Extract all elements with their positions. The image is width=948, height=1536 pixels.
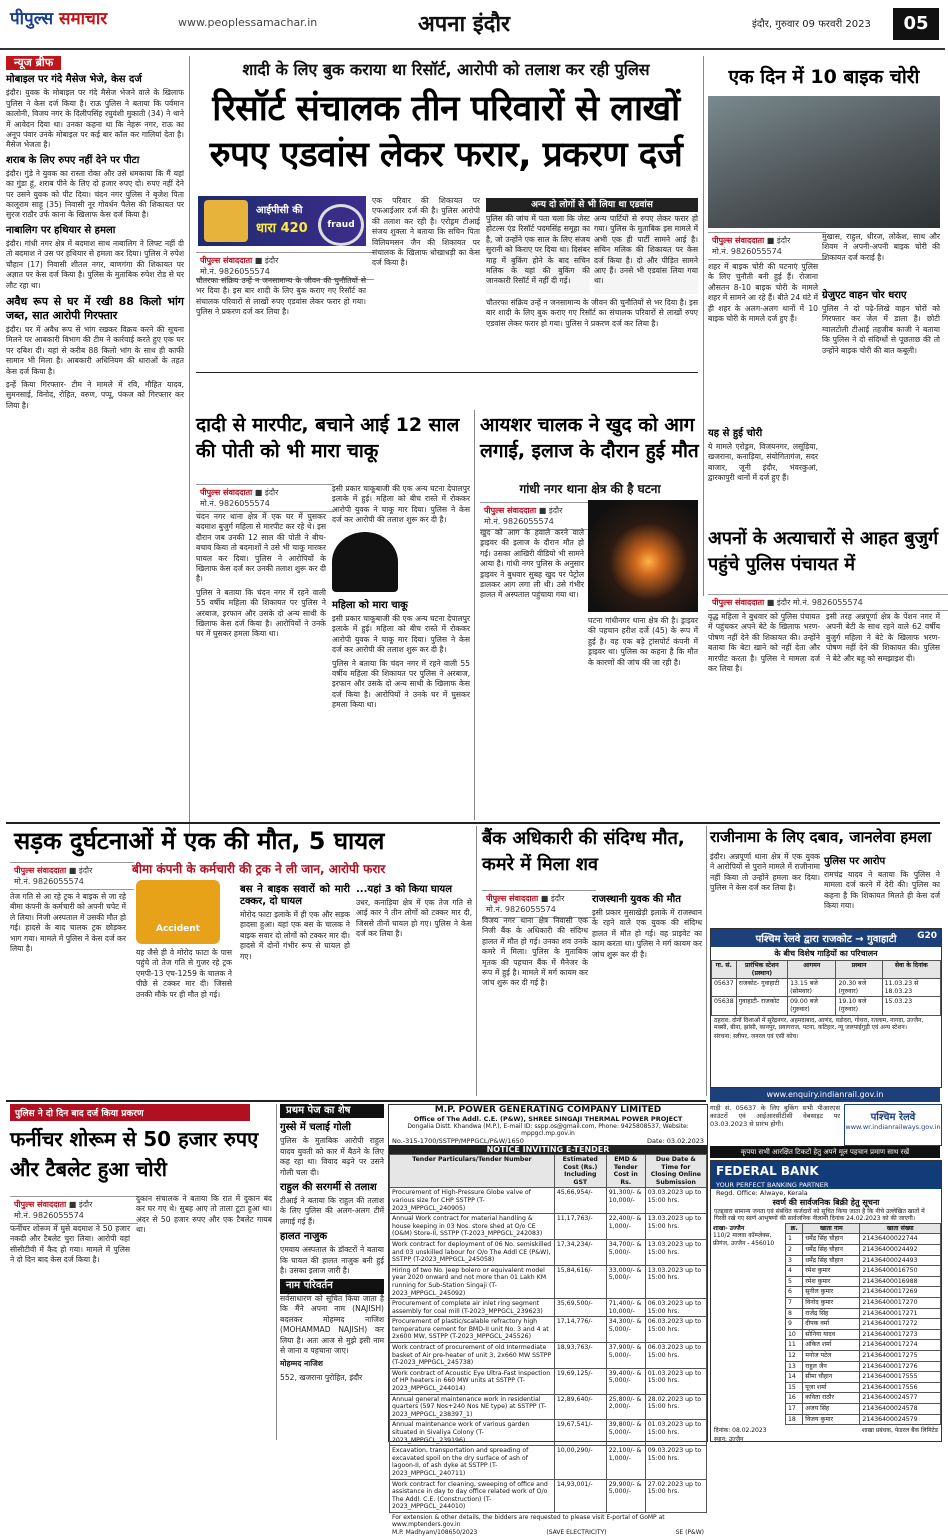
brief-title-1: मोबाइल पर गंदे मैसेज भेजे, केस दर्ज (6, 74, 142, 86)
table-cell: Annual maintenance work of various garden situated in Sivaliya Colony (T-2023_MPPGCL_239196) (390, 1420, 555, 1446)
table-cell: राजेंद्र सिंह (803, 1308, 860, 1319)
table-cell: 29,900/- & 5,000/- (606, 1479, 645, 1512)
column-divider (703, 56, 704, 596)
news-brief-label: न्यूज ब्रीफ (6, 56, 61, 70)
table-row (390, 1420, 707, 1446)
fire-body: खुद को आग के हवाले करने वाले ड्राइवर की इलाज के दौरान मौत हो गई। उसका आखिरी वीडियो भी सामने आया है। गांधी नगर पुलिस के अनुसार ड्राइवर ने बुधवार सुबह खुद पर पेट्रोल डालकर आग लगा ली थी। उसे गंभीर हालत में अस्पताल पहुंचाया गया था। (480, 528, 584, 600)
table-row (786, 1372, 941, 1383)
table-cell: सुनील कुमार (803, 1287, 860, 1298)
grandma-sub-body: इसी प्रकार चाकूबाजी की एक अन्य घटना देपालपुर इलाके में हुई। महिला को बीच रास्ते में रोककर आरोपी युवक ने चाकू मार दिया। पुलिस ने केस दर्ज कर आरोपी की तलाश शुरू कर दी है। (332, 614, 470, 655)
table-cell: 4 (786, 1266, 803, 1277)
table-cell: 21436400017556 (860, 1382, 941, 1393)
table-cell: 35,69,500/- (554, 1299, 606, 1317)
table-row (390, 1299, 707, 1317)
table-row (786, 1350, 941, 1361)
table-row (390, 1239, 707, 1265)
table-row (786, 1393, 941, 1404)
table-cell: मनोज पटेल (803, 1350, 860, 1361)
elder-headline: अपनों के अत्याचारों से आहत बुजुर्ग पहुंचे पुलिस पंचायत में (708, 528, 939, 575)
route-from: राजकोट (822, 934, 852, 945)
table-row (390, 1188, 707, 1214)
table-cell: 13 (786, 1361, 803, 1372)
railway-ad (710, 928, 942, 1088)
name-change-sign: मोहम्मद नाजिश (280, 1359, 323, 1369)
temple-icon (204, 200, 248, 242)
table-cell: 15,84,616/- (554, 1265, 606, 1298)
table-cell: धर्मेंद्र सिंह चौहान (803, 1234, 860, 1245)
bike-headline: एक दिन में 10 बाइक चोरी (728, 66, 920, 88)
table-cell: 21436400017275 (860, 1350, 941, 1361)
accident-body-2: यह जैसे ही वे मोरोद फाटा के पास पहुंचे तो तेज गति से गुजर रहे ट्रक एमपी-13 एच-1259 के चालक ने पीछे से टक्कर मार दी। जिससे उनकी मौके पर ही मौत हो गई। (136, 948, 232, 999)
name-change-title: नाम परिवर्तन (280, 1279, 384, 1293)
furniture-byline: पीपुल्स संवाददाता ■ इंदौर मो.नं. 9826055574 (10, 1196, 138, 1224)
grandma-sub-body-2: पुलिस ने बताया कि चंदन नगर में रहने वाली 55 वर्षीय महिला की शिकायत पर पुलिस ने अरबाज, इरफान और उसके दो अन्य साथी के खिलाफ केस दर्ज किया है। आरोपियों ने उनके घर में घुसकर हमला किया था। (332, 658, 470, 710)
table-cell: 13.03.2023 up to 15:00 hrs. (645, 1239, 706, 1265)
bank-account-table (785, 1223, 941, 1425)
bank-sub-body: इसी प्रकार मुसाखेड़ी इलाके में राजस्थान के रहने वाले एक युवक की संदिग्ध हालत में मौत हो गई। वह प्राइवेट का काम करता था। पुलिस ने मर्ग कायम कर जांच शुरू कर दी है। (592, 908, 702, 959)
resort-kicker: शादी के लिए बुक कराया था रिसॉर्ट, आरोपी को तलाश कर रही पुलिस (242, 60, 650, 79)
furniture-body-2: दुकान संचालक ने बताया कि रात में दुकान बंद कर घर गए थे। सुबह आए तो ताला टूटा हुआ था। अंदर से 50 हजार रुपए और एक टैबलेट गायब था। (136, 1194, 272, 1235)
short-body-1: पुलिस के मुताबिक आरोपी राहुल यादव युवती को कार में बैठने के लिए कह रहा था। विवाद बढ़ने पर उसने गोली चला दी। (280, 1136, 384, 1177)
furniture-kicker: पुलिस ने दो दिन बाद दर्ज किया प्रकरण (10, 1104, 250, 1121)
short-title-3: हालत नाजुक (280, 1231, 328, 1243)
section-title: अपना इंदौर (418, 12, 511, 37)
table-row (786, 1245, 941, 1256)
table-cell: 19,67,541/- (554, 1420, 606, 1446)
resort-body-2: एक परिवार की शिकायत पर एफआईआर दर्ज की है। पुलिस आरोपी की तलाश कर रही है। एरोड्रम टीआई संजय शुक्ला ने बताया कि सचिन पिता विलियमसन जैन की शिकायत पर संचालक के खिलाफ धोखाधड़ी का केस दर्ज किया है। (372, 196, 480, 268)
resort-body-4: अन्य पार्टियों से रुपए लेकर फरार हो गया। पुलिस के मुताबिक इस मामले में अभी एक ही पार्टी सामने आई है। सचिन मलिक की शिकायत पर केस दर्ज किया है। दो और पीड़ित सामने आए हैं। उनसे भी एडवांस लिया गया था। (594, 214, 698, 294)
tender-company: M.P. POWER GENERATING COMPANY LIMITED (434, 1105, 662, 1115)
table-cell: रमेश कुमार (803, 1276, 860, 1287)
table-cell: 16 (786, 1393, 803, 1404)
table-cell: 03.03.2023 up to 15:00 hrs. (645, 1188, 706, 1214)
accident-headline: सड़क दुर्घटनाओं में एक की मौत, 5 घायल (14, 827, 385, 855)
accident-sub1-block (240, 880, 350, 1096)
bank-sub-title: राजस्थानी युवक की मौत (592, 894, 681, 905)
brief-title-2: शराब के लिए रुपए नहीं देने पर पीटा (6, 154, 140, 166)
table-cell: 06.03.2023 up to 15:00 hrs. (645, 1317, 706, 1343)
bank-branch: शाखा- उज्जैन (713, 1224, 745, 1232)
column-divider (189, 56, 190, 836)
table-cell: 17,34,234/- (554, 1239, 606, 1265)
elder-body-2: इसी तरह अन्नपूर्णा क्षेत्र के पेंशन नगर में अपनी बेटी के साथ रहने वाले 62 वर्षीय बुजुर्ग महिला ने बेटे के खिलाफ भरण-पोषण नहीं देने की शिकायत की। पुलिस ने बेटे और बहू को समझाइश दी। (826, 612, 940, 663)
accident-byline: पीपुल्स संवाददाता ■ इंदौर मो.नं. 9826055574 (10, 862, 134, 890)
table-cell: दीपक वर्मा (803, 1319, 860, 1330)
table-row (786, 1276, 941, 1287)
table-cell: Procurement of complete air inlet ring segment assembly for coal mill (T-2023_MPPGCL_239623) (390, 1299, 555, 1317)
bank-tagline: YOUR PERFECT BANKING PARTNER (711, 1181, 941, 1189)
bank-body: विजय नगर थाना क्षेत्र निवासी एक निजी बैंक के अधिकारी की संदिग्ध हालत में मौत हो गई। उनका शव उनके कमरे में मिला। पुलिस के मुताबिक मृतक की पहचान बैंक में मैनेजर के रूप में हुई है। मामले में मर्ग कायम कर जांच शुरू कर दी गई है। (482, 916, 588, 988)
bank-notice-body: एतद्द्वारा सामान्य जनता एवं संबंधित कर्जदारों को सूचित किया जाता है कि नीचे उल्लेखित खातों में गिरवी रखे गए स्वर्ण आभूषणों की सार्वजनिक नीलामी दिनांक 24.02.2023 को की जाएगी। (714, 1208, 925, 1223)
table-cell: Work contract for cleaning, sweeping of office and assistance in day to day office related work of O/o The Addl. C.E. (Construction) (T-2023_MPPGCL_244010) (390, 1479, 555, 1512)
federal-bank-notice (710, 1160, 942, 1442)
elder-byline: पीपुल्स संवाददाता ■ इंदौर मो.नं. 9826055574 (708, 594, 948, 611)
col-header: आगमन (788, 961, 836, 979)
col-header: प्रारंभिक स्टेशन (प्रस्थान) (736, 961, 787, 979)
g20-badge: G20 (917, 931, 937, 941)
bank-headline: बैंक अधिकारी की संदिग्ध मौत, कमरे में मिला शव (482, 828, 685, 875)
table-cell: Annual general maintenance work in residential quarters (597 Nos+240 Nos NE type) at SSTPP (T-2023_MPPGCL_238397_1) (390, 1394, 555, 1420)
train-icon: पश्चिम रेलवे (870, 1112, 916, 1123)
grandma-body-2: पुलिस ने बताया कि चंदन नगर में रहने वाली 55 वर्षीय महिला की शिकायत पर पुलिस ने अरबाज, इरफान और उसके दो अन्य साथी के खिलाफ केस दर्ज किया है। आरोपियों ने उनके घर में घुसकर हमला किया था। (196, 587, 326, 639)
table-cell: 39,800/- & 5,000/- (606, 1420, 645, 1446)
table-cell: 8 (786, 1308, 803, 1319)
table-cell: 21436400017270 (860, 1297, 941, 1308)
table-cell: 21436400016988 (860, 1276, 941, 1287)
accident-sub2-body: उधर, कनाड़िया क्षेत्र में एक तेज गति से आई कार ने तीन लोगों को टक्कर मार दी, जिससे तीनों घायल हो गए। पुलिस ने केस दर्ज कर लिया है। (356, 898, 472, 939)
table-row (786, 1308, 941, 1319)
table-row (390, 1317, 707, 1343)
railway-composition: संरचना: स्लीपर, जनरल एवं एसी कोच। (714, 1032, 799, 1040)
furniture-headline: फर्नीचर शोरूम से 50 हजार रुपए और टैबलेट हुआ चोरी (10, 1127, 259, 1181)
knife-icon (332, 532, 398, 592)
table-cell: 17,14,776/- (554, 1317, 606, 1343)
resort-body-5: चौतरफा संक्रिय उन्हें न जनसामान्य के जीवन की चुनौतियों से भर दिया है। इस बार शादी के लिए बुक कराए गए रिसॉर्ट का संचालक परिवारों से लाखों रुपए एडवांस लेकर फरार हो गया। पुलिस ने प्रकरण दर्ज कर लिया है। (486, 298, 698, 328)
fire-kicker: गांधी नगर थाना क्षेत्र की है घटना (519, 482, 661, 496)
table-cell: रमेश कुमार (803, 1266, 860, 1277)
resort-body-1: चौतरफा संक्रिय उन्हें न जनसामान्य के जीवन की चुनौतियों से भर दिया है। इस बार शादी के लिए बुक कराए गए रिसॉर्ट का संचालक परिवारों से लाखों रुपए एडवांस लेकर फरार हो गया। पुलिस ने प्रकरण दर्ज कर लिया है। (196, 276, 366, 317)
table-cell: 39,400/- & 5,000/- (606, 1368, 645, 1394)
table-row (786, 1319, 941, 1330)
bank-name: FEDERAL BANK (711, 1161, 941, 1181)
table-cell: 21436400024579 (860, 1414, 941, 1425)
accident-sub2-block (356, 880, 472, 1096)
accident-body: तेज गति से आ रहे ट्रक ने बाइक से जा रहे बीमा कंपनी के कर्मचारी को अपनी चपेट में ले लिया। निजी अस्पताल में उसकी मौत हो गई। हादसे के बाद चालक ट्रक छोड़कर भाग गया। मामले में पुलिस ने केस दर्ज कर लिया है। (10, 892, 126, 954)
bank-sub-block (592, 890, 702, 1096)
brief-body-3: इंदौर। गांधी नगर क्षेत्र में बदमाश साथ नाबालिग ने लिफ्ट नहीं दी तो बदमाश ने उस पर हथियार से हमला कर दिया। पुलिस ने रुपेश चौहान (17) निवासी शीतल नगर, बाणगंगा की शिकायत पर अज्ञात पर केस दर्ज किया है। पुलिस के मुताबिक रुपेश रोड से घर लौट रहा था। (6, 238, 184, 290)
table-cell: 28.02.2023 up to 15:00 hrs. (645, 1394, 706, 1420)
ipc-label: आईपीसी की (256, 205, 303, 216)
accident-sub1-body: मोरोद फाटा इलाके में ही एक और सड़क हादसा हुआ। यहां एक बस के चालक ने बाइक सवार दो लोगों को टक्कर मार दी। हादसे में दोनों गंभीर रूप से घायल हो गए। (240, 910, 350, 961)
table-cell: 15 (786, 1382, 803, 1393)
col-header: खाता नाम (803, 1223, 860, 1234)
table-cell: 6 (786, 1287, 803, 1298)
resort-headline: रिसॉर्ट संचालक तीन परिवारों से लाखों रुपए एडवांस लेकर फरार, प्रकरण दर्ज (209, 89, 683, 175)
table-cell: 21436400016750 (860, 1266, 941, 1277)
table-cell: 33,000/- & 5,000/- (606, 1265, 645, 1298)
bike-sub1-body: पुलिस ने दो पढ़े-लिखे वाहन चोरों को गिरफ्तार कर जेल में डाला है। छोटी ग्वालटोली टीआई तहजीब काजी ने बताया कि पुलिस ने दो संदिग्धों से पूछताछ की तो उन्होंने बाइक चोरी की बात कबूली। (822, 304, 940, 355)
table-cell: 18,93,763/- (554, 1343, 606, 1369)
tender-footer: For extension & other details, the bidders are requested to please visit E-portal of GoMP at www.mptenders.gov.in (392, 1513, 665, 1528)
col-header: प्रस्थान (836, 961, 882, 979)
railway-note: ठहराव: दोनों दिशाओं में सुरेंद्रनगर, अहमदाबाद, आणंद, वडोदरा, गोधरा, रतलाम, नागदा, उज्जैन, मक्सी, बीना, झांसी, कानपुर, प्रयागराज, पटना, कटिहार, न्यू जलपाईगुड़ी एवं अन्य स्टेशन। (714, 1016, 924, 1032)
bike-sub2-body: ये मामले एरोड्रम, विजयनगर, लसूड़िया, खजराना, कनाड़िया, संयोगितागंज, सदर बाजार, जूनी इंदौर, भंवरकुआं, द्वारकापुरी थानों में दर्ज हुए हैं। (708, 442, 818, 483)
table-row (390, 1394, 707, 1420)
brief-title-4: अवैध रूप से घर में रखी 88 किलो भांग जब्त, सात आरोपी गिरफ्तार (6, 294, 184, 322)
website-url[interactable]: www.peoplessamachar.in (178, 16, 318, 29)
brief-body-4: इंदौर। घर में अवैध रूप से भांग रखकर विक्रय करने की सूचना मिलने पर आबकारी विभाग की टीम ने कार्रवाई करते हुए एक घर पर दबिश दी। यहां से करीब 88 किलो भांग के साथ ही काफी सामान भी मिला है। आबकारी अधिनियम की धाराओं के तहत केस दर्ज किया है। (6, 324, 184, 376)
table-cell: 1 (786, 1234, 803, 1245)
grandma-body (196, 512, 326, 812)
bank-address: 110/2 मालवा कॉम्प्लेक्स, फ्रीगंज, उज्जैन - 456010 (713, 1232, 775, 1247)
table-cell: 21436400022744 (860, 1234, 941, 1245)
table-cell: 21436400017269 (860, 1287, 941, 1298)
bike-byline: पीपुल्स संवाददाता ■ इंदौर मो.नं. 9826055574 (708, 232, 826, 260)
bike-sub2-title: यह से हुई चोरी (708, 428, 763, 439)
table-row (786, 1361, 941, 1372)
table-cell: विनोद कुमार (803, 1297, 860, 1308)
table-cell: 14,93,001/- (554, 1479, 606, 1512)
table-cell: पूजा शर्मा (803, 1382, 860, 1393)
table-row (390, 1368, 707, 1394)
table-cell: 21436400024492 (860, 1245, 941, 1256)
fire-byline: पीपुल्स संवाददाता ■ इंदौर मो.नं. 9826055574 (480, 502, 592, 530)
table-cell: 06.03.2023 up to 15:00 hrs. (645, 1343, 706, 1369)
table-cell: 21436400017271 (860, 1308, 941, 1319)
table-cell: 5 (786, 1276, 803, 1287)
table-cell: 12 (786, 1350, 803, 1361)
tender-address: Dongalia Distt. Khandwa (M.P.), E-mail ID: sspp.os@gmail.com, Phone: 9425808537, Website: mppgcl.mp.gov.in (407, 1123, 689, 1137)
grandma-headline: दादी से मारपीट, बचाने आई 12 साल की पोती को भी मारा चाकू (196, 414, 460, 462)
bike-side: मुखास, राहुल, धीरज, लोकेश, साथ और शिवम ने अपनी-अपनी बाइक चोरी की शिकायत दर्ज कराई है। (822, 232, 940, 262)
short-tag: प्रथम पेज का शेष (280, 1104, 384, 1118)
short-title-2: राहुल की सरगर्मी से तलाश (280, 1182, 377, 1194)
table-cell: 9 (786, 1319, 803, 1330)
table-cell: 14 (786, 1372, 803, 1383)
ipc-section: धारा 420 (256, 221, 308, 236)
settlement-sub-block (824, 852, 940, 924)
short-title-1: गुस्से में चलाई गोली (280, 1122, 352, 1134)
bank-notice-title: स्वर्ण की सार्वजनिक बिक्री हेतु सूचना (772, 1198, 880, 1207)
table-row (786, 1403, 941, 1414)
table-cell: 91,300/- & 10,000/- (606, 1188, 645, 1214)
fraud-illustration (198, 196, 366, 246)
bike-sub2-block (708, 424, 818, 520)
brief-body-2: इंदौर। गुंडे ने युवक का रास्ता रोका और उसे धमकाया कि मैं यहां का गुंडा हूं, शराब पीने के लिए दो हजार रुपए दो। रुपए नहीं देने पर उसने युवक को पीट दिया। चंदन नगर पुलिस ने बृजेश पिता कालूराम साहू (35) निवासी नूर गोवर्धन पैलेस की शिकायत पर सुरज राठौर उर्फ काना के खिलाफ केस दर्ज किया है। (6, 168, 184, 220)
table-cell: 21436400017274 (860, 1340, 941, 1351)
bank-regd: Regd. Office: Alwaye, Kerala (716, 1189, 808, 1197)
column-divider (276, 1104, 277, 1440)
magnifier-icon: fraud (318, 204, 364, 246)
col-header: Due Date & Time for Closing Online Submission (645, 1155, 706, 1188)
issue-date: इंदौर, गुरुवार 09 फरवरी 2023 (752, 19, 871, 30)
table-cell: Hiring of two No. Jeep bolero or equivalent model year 2020 onward and not more than 01 Lakh KM running for Sub-Station Singaji (T-2023_MPPGCL_245092) (390, 1265, 555, 1298)
tender-ref-line: No.-315-1700/SSTPP/MPPGCL/P&W/1650 Date: 03.02.2023 (392, 1137, 704, 1145)
column-divider (706, 826, 707, 1096)
route-to: गुवाहाटी (867, 934, 897, 945)
table-cell: 21436400017276 (860, 1361, 941, 1372)
table-cell: 21436400017273 (860, 1329, 941, 1340)
railway-web-link[interactable]: www.enquiry.indianrail.gov.in (710, 1088, 940, 1102)
railway-site-link[interactable]: www.wr.indianrailways.gov.in (845, 1123, 941, 1131)
table-cell: 21436400024493 (860, 1255, 941, 1266)
table-row (786, 1414, 941, 1425)
accident-kicker: बीमा कंपनी के कर्मचारी की ट्रक ने ली जान, आरोपी फरार (132, 862, 386, 876)
table-row (390, 1446, 707, 1479)
brief-extra: इन्हें किया गिरफ्तार- टीम ने मामले में रवि, मौहित यादव, सुमनसाई, विनोद, रोहित, वरुण, पप्पू, पंकज को गिरफ्तार कर लिया है। (6, 379, 184, 410)
tender-bottom-line: M.P. Madhyam/108650/2023 (SAVE ELECTRICITY) SE (P&W) (392, 1528, 704, 1536)
bike-body: शहर में बाइक चोरी की घटनाएं पुलिस के लिए चुनौती बनी हुई हैं। रोजाना औसतन 8-10 बाइक चोरी के मामले शहर में सामने आ रहे हैं। बीते 24 घंटे में ही शहर के अलग-अलग थानों में 10 बाइक चोरी के मामले दर्ज हुए हैं। (708, 262, 818, 324)
table-cell: 3 (786, 1255, 803, 1266)
furniture-body: फर्नीचर शोरूम में घुसे बदमाश ने 50 हजार नकदी और टैबलेट चुरा लिया। आरोपी वहां सीसीटीवी में कैद हो गया। मामले में पुलिस ने दो दिन बाद केस दर्ज किया है। (10, 1224, 130, 1265)
table-cell: 21436400017272 (860, 1319, 941, 1330)
table-cell: 11 (786, 1340, 803, 1351)
table-cell: विजय कुमार (803, 1414, 860, 1425)
table-cell: 22,400/- & 1,000/- (606, 1214, 645, 1240)
table-cell: Work contract of Acoustic Eye Ultra-Fast Inspection of HP heaters in 660 MW units at SSTPP (T-2023_MPPGCL_244014) (390, 1368, 555, 1394)
grandma-sub-title: महिला को मारा चाकू (332, 600, 408, 611)
table-cell: धर्मेंद्र सिंह चौहान (803, 1245, 860, 1256)
table-cell: 37,900/- & 5,000/- (606, 1343, 645, 1369)
table-cell: 7 (786, 1297, 803, 1308)
accident-icon-label: Accident (156, 924, 200, 934)
table-cell: 10,00,290/- (554, 1446, 606, 1479)
bike-sub1-title: ग्रेजुएट वाहन चोर धराए (822, 290, 907, 301)
settlement-sub-body: रामचंद्र यादव ने बताया कि पुलिस ने मामला दर्ज करने में देरी की। पुलिस का कहना है कि शिकायत मिलते ही केस दर्ज किया गया। (824, 870, 940, 911)
table-cell: 17 (786, 1403, 803, 1414)
bank-place: स्थान: उज्जैन (714, 1436, 744, 1444)
railway-logo-box (844, 1104, 942, 1146)
railway-title: पश्चिम रेलवे द्वारा राजकोट → गुवाहाटी (711, 929, 941, 947)
col-header: EMD & Tender Cost in Rs. (606, 1155, 645, 1188)
railway-slogan: कृपया सभी आरक्षित टिकटों हेतु अपने मूल पहचान प्रमाण साथ रखें (710, 1146, 940, 1158)
table-cell: 01.03.2023 up to 15:00 hrs. (645, 1420, 706, 1446)
table-cell: 21436400024578 (860, 1403, 941, 1414)
settlement-sub-title: पुलिस पर आरोप (824, 856, 886, 867)
brief-title-3: नाबालिग पर हथियार से हमला (6, 224, 116, 236)
settlement-body: इंदौर। अन्नपूर्णा थाना क्षेत्र में एक युवक ने आरोपियों से पुराने मामले में राजीनामा नहीं किया तो उन्होंने हमला कर दिया। पुलिस ने केस दर्ज कर लिया है। (710, 852, 820, 893)
masthead (0, 0, 945, 50)
table-row (786, 1266, 941, 1277)
table-cell: धर्मेंद्र सिंह चौहान (803, 1255, 860, 1266)
warning-icon (136, 880, 220, 944)
bank-byline: पीपुल्स संवाददाता ■ इंदौर मो.नं. 9826055574 (482, 890, 596, 918)
bike-photo (708, 96, 940, 228)
table-cell: 09.03.2023 up to 15:00 hrs. (645, 1446, 706, 1479)
grandma-sub-block (332, 596, 470, 812)
section-rule (196, 372, 698, 373)
col-header: Tender Particulars/Tender Number (390, 1155, 555, 1188)
table-cell: राहुल जैन (803, 1361, 860, 1372)
table-cell: कविता राठौर (803, 1393, 860, 1404)
accident-sub2-title: ...यहां 3 को किया घायल (356, 884, 452, 895)
table-row (390, 1343, 707, 1369)
table-cell: 19,69,125/- (554, 1368, 606, 1394)
table-row (786, 1340, 941, 1351)
table-cell: 13.03.2023 up to 15:00 hrs. (645, 1214, 706, 1240)
fire-body-2: घटना गांधीनगर थाना क्षेत्र की है। ड्राइवर की पहचान हरीश दर्जे (45) के रूप में हुई है। वह एक बड़े ट्रांसपोर्ट कंपनी में ड्राइवर था। पुलिस का कहना है कि मौत के कारणों की जांच की जा रही है। (588, 616, 698, 667)
table-cell: 22,100/- & 1,000/- (606, 1446, 645, 1479)
accident-sub1-title: बस ने बाइक सवारों को मारी टक्कर, दो घायल (240, 884, 350, 907)
table-row: 05637 राजकोट- गुवाहाटी 13.15 बजे (सोमवार) 20.30 बजे (गुरुवार) 11.03.23 से 18.03.23 (712, 979, 941, 997)
resort-byline: पीपुल्स संवाददाता ■ इंदौर मो.नं. 9826055574 (196, 252, 374, 280)
table-cell: 18 (786, 1414, 803, 1425)
name-change-body: सर्वसाधारण को सूचित किया जाता है कि मैंने अपना नाम (NAJISH) बदलकर मोहम्मद नाजिश (MOHAMMAD NAJISH) कर लिया है। अतः आज से मुझे इसी नाम से जाना व पहचाना जाए। (280, 1293, 384, 1355)
short-body-3: एमवाय अस्पताल के डॉक्टरों ने बताया कि घायल की हालत नाजुक बनी हुई है। उसका इलाज जारी है। (280, 1245, 384, 1276)
short-news-column (280, 1104, 384, 1440)
grandma-byline: पीपुल्स संवाददाता ■ इंदौर मो.नं. 9826055574 (196, 484, 334, 512)
table-cell: 21436400024577 (860, 1393, 941, 1404)
table-cell: Excavation, transportation and spreading of excavated spoil on the dry surface of ash of lagoon-II, of ash dyke at SSTPP (T-2023_MPPGCL_240711) (390, 1446, 555, 1479)
column-divider (474, 410, 475, 820)
short-body-2: टीआई ने बताया कि राहुल की तलाश के लिए पुलिस की अलग-अलग टीमें लगाई गई हैं। (280, 1196, 384, 1226)
name-change-addr: 552, खजराना पुरोहित, इंदौर (280, 1372, 363, 1382)
table-row (390, 1214, 707, 1240)
table-cell: सोनिया यादव (803, 1329, 860, 1340)
table-cell: 01.03.2023 up to 15:00 hrs. (645, 1368, 706, 1394)
tender-table (389, 1154, 707, 1513)
table-cell: 25,800/- & 2,000/- (606, 1394, 645, 1420)
bank-branch-block (711, 1223, 785, 1425)
table-row (786, 1234, 941, 1245)
section-rule (6, 822, 940, 824)
table-row (390, 1479, 707, 1512)
table-cell: सीमा चौहान (803, 1372, 860, 1383)
table-cell: 71,400/- & 10,000/- (606, 1299, 645, 1317)
table-cell: Procurement of High-Pressure Globe valve of various size for CHP SSTPP (T-2023_MPPGCL_240905) (390, 1188, 555, 1214)
col-header: क्र. (786, 1223, 803, 1234)
table-cell: 13.03.2023 up to 15:00 hrs. (645, 1265, 706, 1298)
table-row (786, 1382, 941, 1393)
fire-headline: आयशर चालक ने खुद को आग लगाई, इलाज के दौरान हुई मौत (480, 414, 699, 462)
elder-body: वृद्ध महिला ने बुधवार को पुलिस पंचायत में पहुंचकर अपने बेटे के खिलाफ भरण-पोषण नहीं देने की शिकायत की। उन्होंने बताया कि बेटा खाने को नहीं देता और मारपीट करता है। पुलिस ने मामला दर्ज कर लिया है। (708, 612, 820, 674)
table-row: 05638 गुवाहाटी- राजकोट 09.00 बजे (गुरुवार) 19.10 बजे (गुरुवार) 15.03.23 (712, 997, 941, 1015)
section-rule (6, 1100, 706, 1102)
table-cell: 11,17,763/- (554, 1214, 606, 1240)
table-cell: Procurement of plastic/scalable refractory high temperature cement for BMD-II unit No. 3 and 4 at 2x600 MW, SSTPP (T-2023_MPPGCL_245526) (390, 1317, 555, 1343)
settlement-headline: राजीनामा के लिए दबाव, जानलेवा हमला (710, 828, 932, 846)
col-header: खाता संख्या (860, 1223, 941, 1234)
column-divider (476, 826, 477, 1096)
table-row (390, 1265, 707, 1298)
grandma-body-1: चंदन नगर थाना क्षेत्र में एक घर में घुसकर बदमाश बुजुर्ग महिला से मारपीट कर रहे थे। इस दौरान जब उनकी 12 साल की पोती ने बीच-बचाव किया तो बदमाशों ने उसे भी चाकू मारकर घायल कर दिया। पुलिस ने आरोपियों के खिलाफ केस दर्ज कर उनकी तलाश शुरू कर दी है। (196, 512, 326, 584)
table-cell: Annual Work contract for material handling & house keeping in 03 Nos. store shed at O/o CE (O&M) Store-II, SSTPP (T-2023_MPPGCL_242083) (390, 1214, 555, 1240)
tender-office: Office of The Addl. C.E. (P&W), SHREE SINGAJI THERMAL POWER PROJECT (413, 1115, 683, 1123)
brief-body-1: इंदौर। युवक के मोबाइल पर गंदे मैसेज भेजने वाले के खिलाफ पुलिस ने केस दर्ज किया है। राऊ पुलिस ने बताया कि पर्वमान कालोनी, विजय नगर के दिलीपसिंह रघुवंशी मुकाती (34) ने थाने में आवेदन दिया था। उनका कहना था कि नेहरू नगर, राऊ का अनूप पंवार उनके मोबाइल पर कई बार कॉल कर गालियां देता है। मैसेज भेजता है। (6, 88, 184, 150)
table-cell: 10 (786, 1329, 803, 1340)
table-cell: अंकित शर्मा (803, 1340, 860, 1351)
tender-title: NOTICE INVITING E-TENDER (389, 1145, 707, 1154)
table-row (786, 1297, 941, 1308)
fire-photo (588, 500, 698, 612)
table-cell: 34,300/- & 5,000/- (606, 1317, 645, 1343)
bike-sub1-block (822, 286, 940, 518)
newspaper-logo: पीपुल्स समाचार (10, 9, 108, 29)
table-cell: 27.02.2023 up to 15:00 hrs. (645, 1479, 706, 1512)
table-cell: 34,700/- & 5,000/- (606, 1239, 645, 1265)
railway-table (711, 960, 941, 1016)
bank-footer: दिनांक: 08.02.2023 शाखा प्रबंधक, फेडरल बैंक लिमिटेड (714, 1427, 938, 1435)
news-brief-column (6, 56, 184, 836)
grandma-body-3: इसी प्रकार चाकूबाजी की एक अन्य घटना देपालपुर इलाके में हुई। महिला को बीच रास्ते में रोककर आरोपी युवक ने चाकू मार दिया। पुलिस ने केस दर्ज कर आरोपी की तलाश शुरू कर दी है। (332, 484, 470, 525)
table-cell: 2 (786, 1245, 803, 1256)
col-header: गा. सं. (712, 961, 737, 979)
table-cell: Work contract of procurement of old Intermediate basket of Air pre-heater of unit 3, 2x660 MW SSTPP (T-2023_MPPGCL_245738) (390, 1343, 555, 1369)
table-cell: Work contract for deployment of 06 No. semiskilled and 03 unskilled labour for O/o The Addl CE (P&W), SSTPP (T-2023_MPPGCL_245058) (390, 1239, 555, 1265)
table-cell: 21436400017555 (860, 1372, 941, 1383)
table-row (786, 1255, 941, 1266)
table-row (786, 1329, 941, 1340)
table-cell: 45,66,954/- (554, 1188, 606, 1214)
railway-subtitle: के बीच विशेष गाड़ियों का परिचालन (774, 949, 878, 958)
railway-booking: गाड़ी सं. 05637 के लिए बुकिंग सभी पीआरएस काउंटरों एवं आईआरसीटीसी वेबसाइट पर 03.03.2023 से प्रारंभ होगी। (710, 1104, 840, 1128)
table-cell: अजय सिंह (803, 1403, 860, 1414)
page-number: 05 (893, 8, 939, 40)
table-cell: 06.03.2023 up to 15:00 hrs. (645, 1299, 706, 1317)
resort-side-title: अन्य दो लोगों से भी लिया था एडवांस (486, 198, 698, 212)
col-header: Estimated Cost (Rs.) Including GST (554, 1155, 606, 1188)
col-header: सेवा के दिनांक (882, 961, 940, 979)
tender-notice (388, 1104, 708, 1536)
resort-body-3: पुलिस की जांच में पता चला कि जेस्ट होटल्स एंड रिसॉर्ट पदमसिंह समूहा का है, जो उन्होंने एक साल के लिए संजय सुरानी को किराए पर दिया था। दिसंबर माह में बुकिंग होने के बाद सचिन मलिक के यहां की बुकिंग की जानकारी रिसॉर्ट में नहीं दी गई। (486, 214, 590, 294)
table-cell: 12,89,640/- (554, 1394, 606, 1420)
table-row (786, 1287, 941, 1298)
